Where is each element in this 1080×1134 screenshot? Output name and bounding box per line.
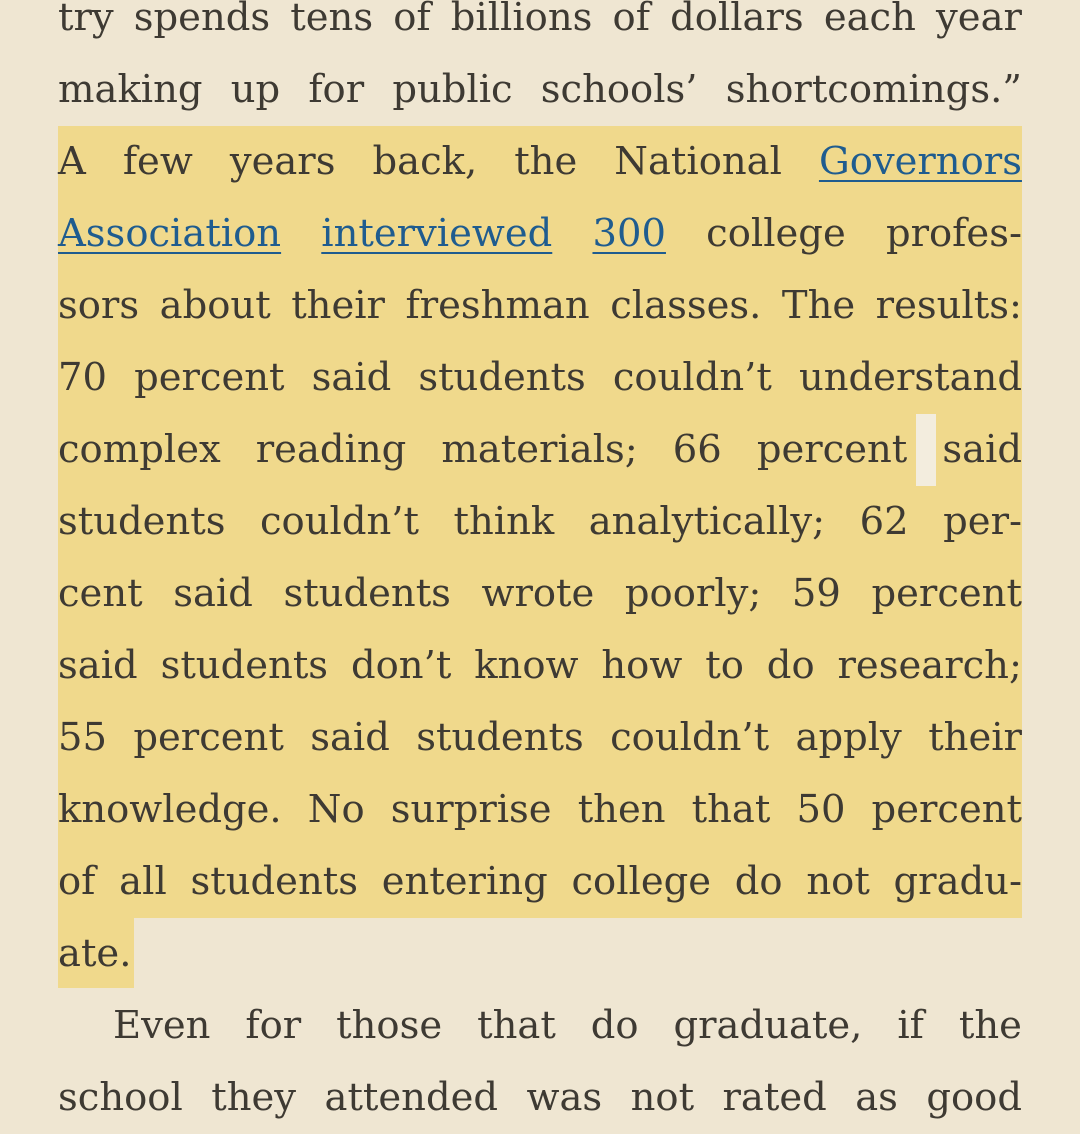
word: attended [324, 1075, 499, 1120]
word: graduate, [673, 1003, 863, 1048]
word: was [526, 1075, 603, 1120]
word: of [58, 859, 96, 904]
text-line-highlighted [58, 486, 1022, 558]
word: years [229, 139, 336, 184]
word: public [392, 67, 513, 112]
word: entering [381, 859, 548, 904]
word: do [766, 643, 815, 688]
text-line-highlighted [58, 630, 1022, 702]
word: to [705, 643, 744, 688]
word: school [58, 1075, 183, 1120]
source-link[interactable]: Association [58, 211, 282, 256]
word: their [928, 715, 1022, 760]
word: don’t [350, 643, 452, 688]
word: sors [58, 283, 140, 328]
word: do [590, 1003, 639, 1048]
word: schools’ [540, 67, 698, 112]
word: percent [133, 715, 284, 760]
word: do [734, 859, 783, 904]
word: research; [837, 643, 1022, 688]
text-line-highlighted [58, 126, 1022, 198]
word: wrote [481, 571, 595, 616]
word: percent [134, 355, 285, 400]
word: poorly; [624, 571, 762, 616]
word: how [601, 643, 683, 688]
word: know [474, 643, 579, 688]
word: 66 [672, 427, 722, 472]
text-line-highlighted [58, 198, 1022, 270]
word: if [897, 1003, 924, 1048]
word: about [159, 283, 271, 328]
word: year [936, 0, 1022, 40]
word: understand [798, 355, 1022, 400]
word: surprise [390, 787, 552, 832]
text-line-highlighted [58, 702, 1022, 774]
word: billions [450, 0, 593, 40]
word: 62 [859, 499, 909, 544]
word: analytically; [588, 499, 826, 544]
text-line-highlighted [58, 342, 1022, 414]
word: try [58, 0, 114, 40]
word: rated [722, 1075, 827, 1120]
word: students [58, 499, 226, 544]
word: students [160, 643, 329, 688]
word: classes. [610, 283, 762, 328]
word: students [190, 859, 358, 904]
word: dollars [670, 0, 804, 40]
text-line-highlighted [58, 918, 1022, 990]
word: couldn’t [259, 499, 419, 544]
word: A [58, 139, 86, 184]
word: 59 [791, 571, 841, 616]
word: Even [113, 1003, 211, 1048]
word: said [311, 355, 392, 400]
word: of [612, 0, 650, 40]
word: shortcomings.” [725, 67, 1022, 112]
word: college [706, 211, 846, 256]
word: No [307, 787, 365, 832]
source-link[interactable]: 300 [592, 211, 666, 256]
word: per- [943, 499, 1022, 544]
text-line-highlighted [58, 270, 1022, 342]
word: good [926, 1075, 1022, 1120]
word: National [614, 139, 782, 184]
word: each [823, 0, 916, 40]
word: percent [756, 427, 908, 472]
word: said [942, 427, 1022, 472]
text-line-highlighted [58, 774, 1022, 846]
word: 55 [58, 715, 107, 760]
word: 70 [58, 355, 107, 400]
word: making [58, 67, 203, 112]
word: all [119, 859, 167, 904]
word: percent [871, 787, 1022, 832]
word: complex [58, 427, 221, 472]
word: as [855, 1075, 898, 1120]
word: that [477, 1003, 556, 1048]
word: they [211, 1075, 297, 1120]
word: couldn’t [610, 715, 770, 760]
word: profes- [885, 211, 1022, 256]
source-link[interactable]: interviewed [321, 211, 553, 256]
word: said [58, 643, 138, 688]
word: students [418, 355, 586, 400]
word: tens [290, 0, 374, 40]
word: few [122, 139, 193, 184]
text-line-highlighted [58, 558, 1022, 630]
word: gradu- [893, 859, 1022, 904]
word: then [577, 787, 666, 832]
word: said [310, 715, 390, 760]
text-line [58, 0, 1022, 54]
word: spends [133, 0, 271, 40]
word: cent [58, 571, 143, 616]
word: think [453, 499, 555, 544]
word: reading [255, 427, 407, 472]
word: materials; [441, 427, 638, 472]
word: their [291, 283, 385, 328]
text-line [58, 1062, 1022, 1134]
word: for [308, 67, 365, 112]
word: not [806, 859, 870, 904]
word: the [958, 1003, 1022, 1048]
word: students [416, 715, 584, 760]
word: those [336, 1003, 443, 1048]
word: college [571, 859, 712, 904]
word: freshman [405, 283, 590, 328]
word: students [283, 571, 451, 616]
word: of [393, 0, 431, 40]
word: couldn’t [612, 355, 772, 400]
text-line-highlighted [58, 846, 1022, 918]
word: The [781, 283, 856, 328]
word: 50 [796, 787, 846, 832]
word: for [245, 1003, 302, 1048]
word: percent [871, 571, 1022, 616]
text-line [58, 54, 1022, 126]
source-link[interactable]: Governors [818, 139, 1022, 184]
word: not [630, 1075, 695, 1120]
word: apply [795, 715, 902, 760]
word: up [230, 67, 281, 112]
word: back, [372, 139, 478, 184]
word: said [173, 571, 253, 616]
word: results: [875, 283, 1022, 328]
text-line-highlighted [58, 414, 1022, 486]
text-line [113, 990, 1022, 1062]
word: that [691, 787, 771, 832]
word: the [514, 139, 578, 184]
word: ate. [58, 931, 132, 976]
word: knowledge. [58, 787, 282, 832]
